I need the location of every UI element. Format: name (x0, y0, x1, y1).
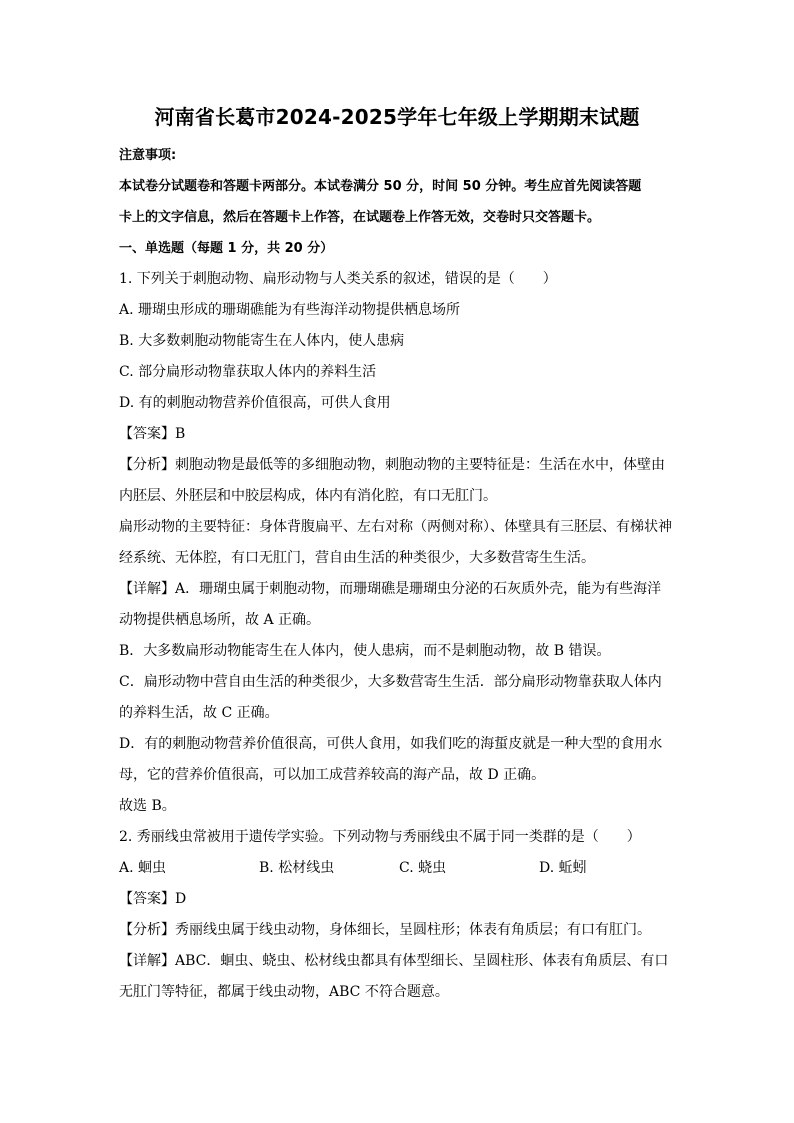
detail-line: 母，它的营养价值很高，可以加工成营养较高的海产品，故 D 正确。 (119, 767, 546, 783)
detail-line: B．大多数扁形动物能寄生在人体内，使人患病，而不是刺胞动物，故 B 错误。 (119, 643, 611, 659)
detail-line: 【详解】A．珊瑚虫属于刺胞动物，而珊瑚礁是珊瑚虫分泌的石灰质外壳，能为有些海洋 (119, 581, 662, 597)
detail-line: 【详解】ABC．蛔虫、蛲虫、松材线虫都具有体型细长、呈圆柱形、体表有角质层、有口 (119, 953, 669, 969)
notice-label: 注意事项: (119, 148, 177, 163)
detail-line: 动物提供栖息场所，故 A 正确。 (119, 612, 321, 628)
analysis-line: 经系统、无体腔，有口无肛门，营自由生活的种类很少，大多数营寄生生活。 (119, 550, 595, 566)
answer-line: 【答案】D (119, 891, 187, 907)
detail-line: C．扁形动物中营自由生活的种类很少，大多数营寄生生活．部分扁形动物靠获取人体内 (119, 674, 662, 690)
analysis-line: 【分析】秀丽线虫属于线虫动物，身体细长，呈圆柱形；体表有角质层；有口有肛门。 (119, 922, 651, 938)
option-a: A. 珊瑚虫形成的珊瑚礁能为有些海洋动物提供栖息场所 (119, 302, 461, 318)
option-c: C. 蛲虫 (399, 860, 447, 876)
option-c: C. 部分扁形动物靠获取人体内的养料生活 (119, 364, 377, 380)
option-row (119, 853, 679, 884)
question-stem: 2. 秀丽线虫常被用于遗传学实验。下列动物与秀丽线虫不属于同一类群的是（ ） (119, 829, 641, 845)
page-title: 河南省长葛市2024-2025学年七年级上学期期末试题 (154, 105, 640, 129)
question-stem: 1. 下列关于刺胞动物、扁形动物与人类关系的叙述，错误的是（ ） (119, 271, 557, 287)
detail-line: 的养料生活，故 C 正确。 (119, 705, 279, 721)
analysis-line: 内胚层、外胚层和中胶层构成，体内有消化腔，有口无肛门。 (119, 488, 497, 504)
conclusion-line: 故选 B。 (119, 798, 176, 814)
detail-line: D．有的刺胞动物营养价值很高，可供人食用，如我们吃的海蜇皮就是一种大型的食用水 (119, 736, 663, 752)
detail-line: 无肛门等特征，都属于线虫动物，ABC 不符合题意。 (119, 984, 449, 1000)
option-b: B. 大多数刺胞动物能寄生在人体内，使人患病 (119, 333, 405, 349)
analysis-line: 扁形动物的主要特征：身体背腹扁平、左右对称（两侧对称）、体壁具有三胚层、有梯状神 (119, 519, 672, 535)
analysis-line: 【分析】刺胞动物是最低等的多细胞动物，刺胞动物的主要特征是：生活在水中，体壁由 (119, 457, 665, 473)
answer-line: 【答案】B (119, 426, 186, 442)
document-body (119, 140, 679, 1008)
notice-line: 卡上的文字信息，然后在答题卡上作答，在试题卷上作答无效，交卷时只交答题卡。 (119, 210, 601, 225)
section-heading: 一、单选题（每题 1 分，共 20 分） (119, 241, 334, 256)
option-b: B. 松材线虫 (259, 860, 335, 876)
option-d: D. 蚯蚓 (539, 860, 587, 876)
option-d: D. 有的刺胞动物营养价值很高，可供人食用 (119, 395, 391, 411)
option-a: A. 蛔虫 (119, 860, 167, 876)
notice-line: 本试卷分试题卷和答题卡两部分。本试卷满分 50 分，时间 50 分钟。考生应首先阅读答题 (119, 179, 642, 194)
